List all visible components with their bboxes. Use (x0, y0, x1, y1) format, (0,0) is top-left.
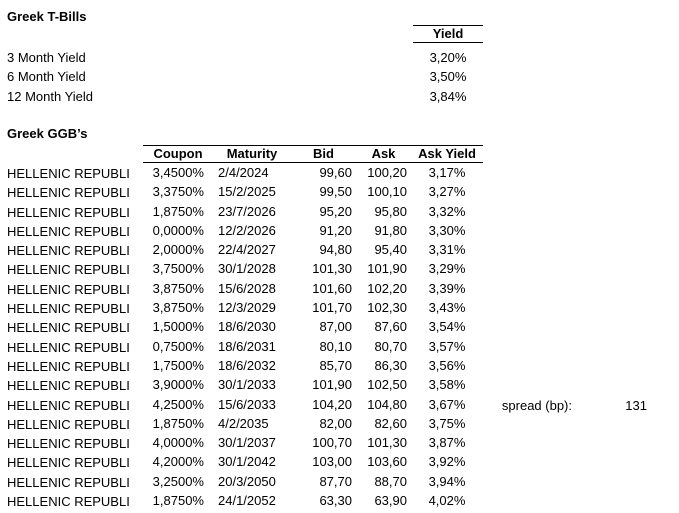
bond-name: HELLENIC REPUBLI (7, 281, 130, 297)
bond-ask-cell: 100,20 (367, 165, 407, 180)
bond-coupon-cell: 1,8750% (152, 203, 204, 219)
bond-ask-yield-cell: 3,43% (428, 300, 466, 316)
bond-name: HELLENIC REPUBLI (7, 320, 130, 336)
bond-coupon-cell: 4,0000% (152, 435, 204, 451)
bond-ask-yield-cell: 3,58% (428, 377, 466, 393)
col-header-ask: Ask (371, 146, 396, 161)
bond-coupon-cell: 0,7500% (152, 338, 204, 354)
bond-coupon-cell: 0,0000% (152, 222, 204, 238)
bond-ask-cell: 101,30 (367, 435, 407, 451)
tbills-section-title: Greek T-Bills (7, 9, 87, 24)
bond-name: HELLENIC REPUBLI (7, 378, 130, 394)
bond-coupon-cell: 1,8750% (152, 415, 204, 431)
bond-maturity-cell: 18/6/2032 (218, 357, 276, 373)
bond-ask-yield-cell: 3,67% (428, 396, 466, 412)
bond-name: HELLENIC REPUBLI (7, 204, 130, 220)
bond-maturity-cell: 18/6/2030 (218, 319, 276, 335)
bond-name: HELLENIC REPUBLI (7, 397, 130, 413)
bond-coupon-cell: 3,7500% (152, 261, 204, 277)
bond-ask-cell: 91,80 (374, 222, 407, 238)
bond-ask-yield-cell: 3,87% (428, 435, 466, 451)
bond-row (143, 414, 483, 433)
bond-maturity-cell: 4/2/2035 (218, 415, 269, 431)
bond-ask-yield-cell: 3,39% (428, 280, 466, 296)
bond-coupon-cell: 3,2500% (152, 473, 204, 489)
bond-row (143, 337, 483, 356)
bond-ask-cell: 88,70 (374, 473, 407, 489)
bond-bid-cell: 101,70 (312, 300, 352, 316)
bond-maturity-cell: 2/4/2024 (218, 165, 269, 180)
bond-maturity-cell: 23/7/2026 (218, 203, 276, 219)
bond-ask-yield-cell: 3,57% (428, 338, 466, 354)
bond-name: HELLENIC REPUBLI (7, 358, 130, 374)
bond-bid-cell: 87,00 (319, 319, 352, 335)
bond-bid-cell: 87,70 (319, 473, 352, 489)
bond-row (143, 259, 483, 278)
bond-ask-yield-cell: 3,32% (428, 203, 466, 219)
tbill-yield-value: 3,50% (429, 69, 467, 85)
bond-row (143, 240, 483, 259)
spread-label: spread (bp): (501, 398, 572, 413)
bond-row (143, 182, 483, 201)
ggb-table-header-row (143, 145, 483, 163)
tbill-label: 6 Month Yield (7, 69, 86, 85)
bond-maturity-cell: 30/1/2028 (218, 261, 276, 277)
bond-maturity-cell: 20/3/2050 (218, 473, 276, 489)
bond-bid-cell: 103,00 (312, 454, 352, 470)
bond-coupon-cell: 1,7500% (152, 357, 204, 373)
bond-bid-cell: 82,00 (319, 415, 352, 431)
bond-ask-yield-cell: 3,92% (428, 454, 466, 470)
ggbs-section-title: Greek GGB’s (7, 126, 88, 141)
tbills-yield-column-header: Yield (413, 25, 483, 43)
bond-coupon-cell: 4,2500% (152, 396, 204, 412)
bond-ask-yield-cell: 3,54% (428, 319, 466, 335)
bond-name: HELLENIC REPUBLI (7, 416, 130, 432)
bond-name: HELLENIC REPUBLI (7, 262, 130, 278)
bond-maturity-cell: 12/2/2026 (218, 222, 276, 238)
bond-coupon-cell: 3,8750% (152, 280, 204, 296)
bond-maturity-cell: 15/2/2025 (218, 184, 276, 200)
bond-ask-cell: 63,90 (374, 493, 407, 509)
bond-ask-yield-cell: 3,27% (428, 184, 466, 200)
bond-row (143, 472, 483, 491)
bond-ask-yield-cell: 3,31% (428, 242, 466, 258)
bond-row (143, 433, 483, 452)
bond-bid-cell: 101,60 (312, 280, 352, 296)
bond-ask-cell: 100,10 (367, 184, 407, 200)
bond-maturity-cell: 18/6/2031 (218, 338, 276, 354)
bond-maturity-cell: 22/4/2027 (218, 242, 276, 258)
bond-ask-cell: 95,80 (374, 203, 407, 219)
bond-coupon-cell: 3,9000% (152, 377, 204, 393)
bond-maturity-cell: 24/1/2052 (218, 493, 276, 509)
bond-bid-cell: 104,20 (312, 396, 352, 412)
bond-name: HELLENIC REPUBLI (7, 185, 130, 201)
bond-ask-cell: 102,20 (367, 280, 407, 296)
bond-maturity-cell: 12/3/2029 (218, 300, 276, 316)
bond-coupon-cell: 3,3750% (152, 184, 204, 200)
bond-coupon-cell: 1,5000% (152, 319, 204, 335)
bond-ask-cell: 103,60 (367, 454, 407, 470)
bond-ask-yield-cell: 4,02% (428, 493, 466, 509)
bond-name: HELLENIC REPUBLI (7, 455, 130, 471)
bond-bid-cell: 91,20 (319, 222, 352, 238)
bond-ask-yield-cell: 3,30% (428, 222, 466, 238)
bond-bid-cell: 101,90 (312, 377, 352, 393)
bond-ask-cell: 104,80 (367, 396, 407, 412)
bond-maturity-cell: 30/1/2042 (218, 454, 276, 470)
bond-ask-cell: 82,60 (374, 415, 407, 431)
bond-row (143, 356, 483, 375)
col-header-ask-yield: Ask Yield (418, 146, 476, 161)
bond-row (143, 221, 483, 240)
bond-ask-yield-cell: 3,29% (428, 261, 466, 277)
bond-bid-cell: 80,10 (319, 338, 352, 354)
bond-maturity-cell: 30/1/2037 (218, 435, 276, 451)
bond-name: HELLENIC REPUBLI (7, 494, 130, 510)
bond-ask-yield-cell: 3,94% (428, 473, 466, 489)
bond-coupon-cell: 4,2000% (152, 454, 204, 470)
tbill-label: 3 Month Yield (7, 50, 86, 65)
spread-value: 131 (625, 398, 647, 413)
bond-bid-cell: 63,30 (319, 493, 352, 509)
bond-bid-cell: 99,50 (319, 184, 352, 200)
bond-coupon-cell: 1,8750% (152, 493, 204, 509)
tbill-yield-value: 3,84% (429, 88, 467, 104)
bond-bid-cell: 101,30 (312, 261, 352, 277)
bond-ask-cell: 95,40 (374, 242, 407, 258)
bond-coupon-cell: 3,4500% (152, 165, 204, 180)
bond-coupon-cell: 2,0000% (152, 242, 204, 258)
bond-coupon-cell: 3,8750% (152, 300, 204, 316)
ggb-table-rows (143, 163, 483, 510)
bond-maturity-cell: 15/6/2028 (218, 280, 276, 296)
bond-name: HELLENIC REPUBLI (7, 166, 130, 181)
bond-ask-yield-cell: 3,56% (428, 357, 466, 373)
bond-name: HELLENIC REPUBLI (7, 223, 130, 239)
tbill-label: 12 Month Yield (7, 88, 94, 104)
bond-row (143, 163, 483, 182)
bond-bid-cell: 85,70 (319, 357, 352, 373)
bond-name: HELLENIC REPUBLI (7, 243, 130, 259)
bond-row (143, 395, 483, 414)
bond-row (143, 317, 483, 336)
bond-ask-cell: 102,50 (367, 377, 407, 393)
bond-maturity-cell: 15/6/2033 (218, 396, 276, 412)
bond-name: HELLENIC REPUBLI (7, 474, 130, 490)
ggb-bond-names (7, 164, 145, 511)
bond-row (143, 452, 483, 471)
bond-ask-yield-cell: 3,17% (428, 165, 466, 180)
bond-maturity-cell: 30/1/2033 (218, 377, 276, 393)
ggb-table (143, 145, 483, 510)
bond-ask-cell: 102,30 (367, 300, 407, 316)
bond-bid-cell: 100,70 (312, 435, 352, 451)
bond-ask-cell: 86,30 (374, 357, 407, 373)
bond-name: HELLENIC REPUBLI (7, 339, 130, 355)
col-header-coupon: Coupon (153, 146, 203, 161)
bond-bid-cell: 99,60 (319, 165, 352, 180)
tbill-yield-value: 3,20% (429, 50, 467, 65)
bond-ask-yield-cell: 3,75% (428, 415, 466, 431)
bond-ask-cell: 87,60 (374, 319, 407, 335)
col-header-maturity: Maturity (226, 146, 278, 161)
tbills-labels (7, 48, 93, 106)
bond-row (143, 279, 483, 298)
bond-row (143, 298, 483, 317)
bond-row (143, 375, 483, 394)
bond-row (143, 202, 483, 221)
bond-ask-cell: 101,90 (367, 261, 407, 277)
tbills-yield-values (413, 48, 483, 106)
bond-name: HELLENIC REPUBLI (7, 301, 130, 317)
bond-ask-cell: 80,70 (374, 338, 407, 354)
bond-bid-cell: 94,80 (319, 242, 352, 258)
bond-row (143, 491, 483, 510)
bond-bid-cell: 95,20 (319, 203, 352, 219)
col-header-bid: Bid (313, 146, 334, 161)
bond-name: HELLENIC REPUBLI (7, 436, 130, 452)
